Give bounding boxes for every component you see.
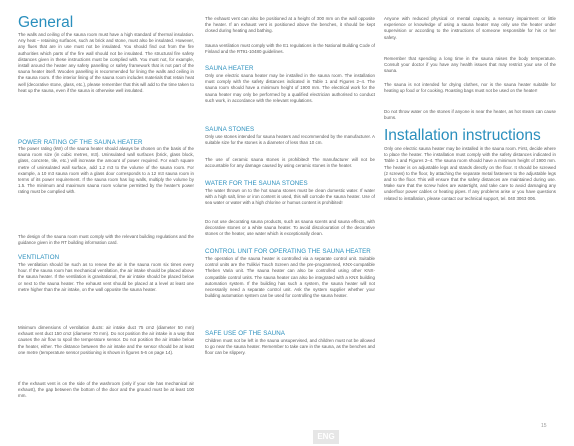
paragraph: Do not use decorating sauna products, such as sauna scents and sauna effects, with decorative stones or a white sauna heater. To avoid discolouration of the decorative stones or the heater, use water which is exceptionally clean. (205, 219, 375, 237)
paragraph: Remember that spending a long time in the sauna raises the body temperature. Consult your doctor if you have any health issues that may restrict your use of the sauna. (384, 56, 556, 74)
paragraph: Minimum dimensions of ventilation ducts: air intake duct 75 cm2 (diameter 50 mm) exhaust vent duct 150 cm2 (diameter 70 mm). Do not position the air intake in a way that causes the air flow to spoil the temperature sensor. Do not position the air intake below the heater, either. The distance between the air intake and the sensor should be at least one metre (temperature sensor positioning is shown in figures 5-6 on page 14). (18, 325, 194, 355)
heading-sauna-stones: SAUNA STONES (205, 126, 255, 133)
language-tab: ENG (313, 430, 339, 444)
paragraph: The power rating (kW) of the sauna heater should always be chosen on the basis of the sauna room size (in cubic metres, m3). Uninsulated wall surfaces (brick, glass block, glass, concrete, tile, etc.) will increase the amount of power required. For each square metre of uninsulated wall surface, add 1.2 m3 to the volume of the sauna room. For example, a 10 m3 sauna room with a glass door corresponds to a 12 m3 sauna room in terms of its power requirement. If the sauna room has log walls, multiply the volume by 1.5. The minimum and maximum sauna room volume permitted by the heater's power rating must be complied with. (18, 146, 194, 195)
paragraph: Only one electric sauna heater may be installed in the sauna room. The installation must comply with the safety distances indicated in Table 1 and Figures 2–4. The sauna room should have a minimum height of 1900 mm. The electrical work for the sauna heater may only be performed by a qualified electrician authorised to conduct such work, in accordance with the relevant regulations. (205, 73, 375, 103)
paragraph: The water thrown on to the hot sauna stones must be clean domestic water. If water with a high salt, lime or iron content is used, this will corrode the sauna heater. Use of sea water or water with a high chlorine or humus content is prohibited! (205, 188, 375, 206)
paragraph: The exhaust vent can also be positioned at a height of 300 mm on the wall opposite the heater. If an exhaust vent is positioned above the benches, it should be kept closed during heating and bathing. (205, 16, 375, 34)
paragraph: The design of the sauna room must comply with the relevant building regulations and the guidance given in the RT building information card. (18, 234, 194, 246)
paragraph: If the exhaust vent is on the side of the washroom (only if your site has mechanical air exhaust), the gap between the bottom of the door and the ground must be at least 100 mm. (18, 381, 194, 399)
paragraph: Only one electric sauna heater may be installed in the sauna room. First, decide where to place the heater. The installation must comply with the safety distances indicated in Table 1 and Figures 2–4. The sauna room should have a minimum height of 1900 mm. The heater is on adjustable legs and stands directly on the floor. It should be screwed (2 screws) to the floor, by attaching the separate metal fasteners to the adjustable legs and to the floor. This will ensure that the safety distances are maintained during use. Make sure that the screw holes are watertight, and take care to avoid damaging any underfloor power cables or heating pipes. If any problems arise or you have questions related to installation, please contact our technical support, tel. 040 3063 006. (384, 146, 556, 201)
paragraph: The sauna is not intended for drying clothes, nor is the sauna heater suitable for heating up food or for cooking. Roasting bags must not be used on the heater! (384, 82, 556, 94)
paragraph: Anyone with reduced physical or mental capacity, a sensory impairment or little experience or knowledge of using a sauna heater may only use the heater under supervision or according to the instructions of someone responsible for his or her safety. (384, 16, 556, 40)
paragraph: Do not throw water on the stones if anyone is near the heater, as hot steam can cause burns. (384, 109, 556, 121)
heading-safe-use: SAFE USE OF THE SAUNA (205, 330, 286, 337)
paragraph: Only use stones intended for sauna heaters and recommended by the manufacturer. A suitable size for the stones is a diameter of less than 10 cm. (205, 134, 375, 146)
heading-water-for-stones: WATER FOR THE SAUNA STONES (205, 180, 308, 187)
heading-sauna-heater: SAUNA HEATER (205, 65, 254, 72)
section-title-general: General (18, 14, 74, 31)
paragraph: The operation of the sauna heater is controlled via a separate control unit. Suitable control units are the Tulikivi Touch Screen and the pre-programmed, KNX-compatible Theben Varia unit. The sauna heater can also be controlled using other KNX-compatible control units. The sauna heater can also be integrated with a KNX building automation system. If the building has such a system, the sauna heater will not necessarily need a separate control unit. Ask the system supplier whether your building automation system can be used for controlling the sauna heater. (205, 256, 375, 299)
paragraph: Children must not be left in the sauna unsupervised, and children must not be allowed to go near the sauna heater. Remember to take care in the sauna, as the benches and floor can be slippery. (205, 338, 375, 356)
page-number: 15 (541, 423, 547, 429)
paragraph: The use of ceramic sauna stones is prohibited! The manufacturer will not be accountable for any damage caused by using ceramic stones in the heater. (205, 157, 375, 169)
paragraph: Sauna ventilation must comply with the E1 regulations in the National Building Code of Finland and the RT91-10480 guidelines. (205, 43, 375, 55)
paragraph: The ventilation should be such as to renew the air in the sauna room six times every hour. If the sauna room has mechanical ventilation, the air intake should be placed above the sauna heater. If the ventilation is gravitational, the air intake should be placed below or next to the sauna heater. The exhaust vent should be placed at a level at least one metre higher than the air intake, on the wall opposite the sauna heater. (18, 262, 194, 292)
section-title-installation: Installation instructions (384, 127, 541, 144)
paragraph: The walls and ceiling of the sauna room must have a high standard of thermal insulation. Any heat – retaining surfaces, such as brick and stone, must also be insulated. However, any flues that are in use must not be insulated. You should find out from the fire authorities which parts of the fire wall should not be insulated. The structural fire safety distances given in these instructions must be complied with. You must not, for example, install around the heater any safety panelling or safety framework that is not part of the sauna heater itself. Wooden panelling is recommended for lining the walls and ceiling in the sauna room. If the interior lining of the sauna room includes materials that retain heat well (decorative stone, glass, etc.), please remember that this will add to the time taken to heat up the sauna, even if the sauna is otherwise well insulated. (18, 32, 194, 93)
heading-power-rating: POWER RATING OF THE SAUNA HEATER (18, 139, 143, 146)
heading-control-unit: CONTROL UNIT FOR OPERATING THE SAUNA HEATER (205, 248, 371, 255)
heading-ventilation: VENTILATION (18, 254, 60, 261)
